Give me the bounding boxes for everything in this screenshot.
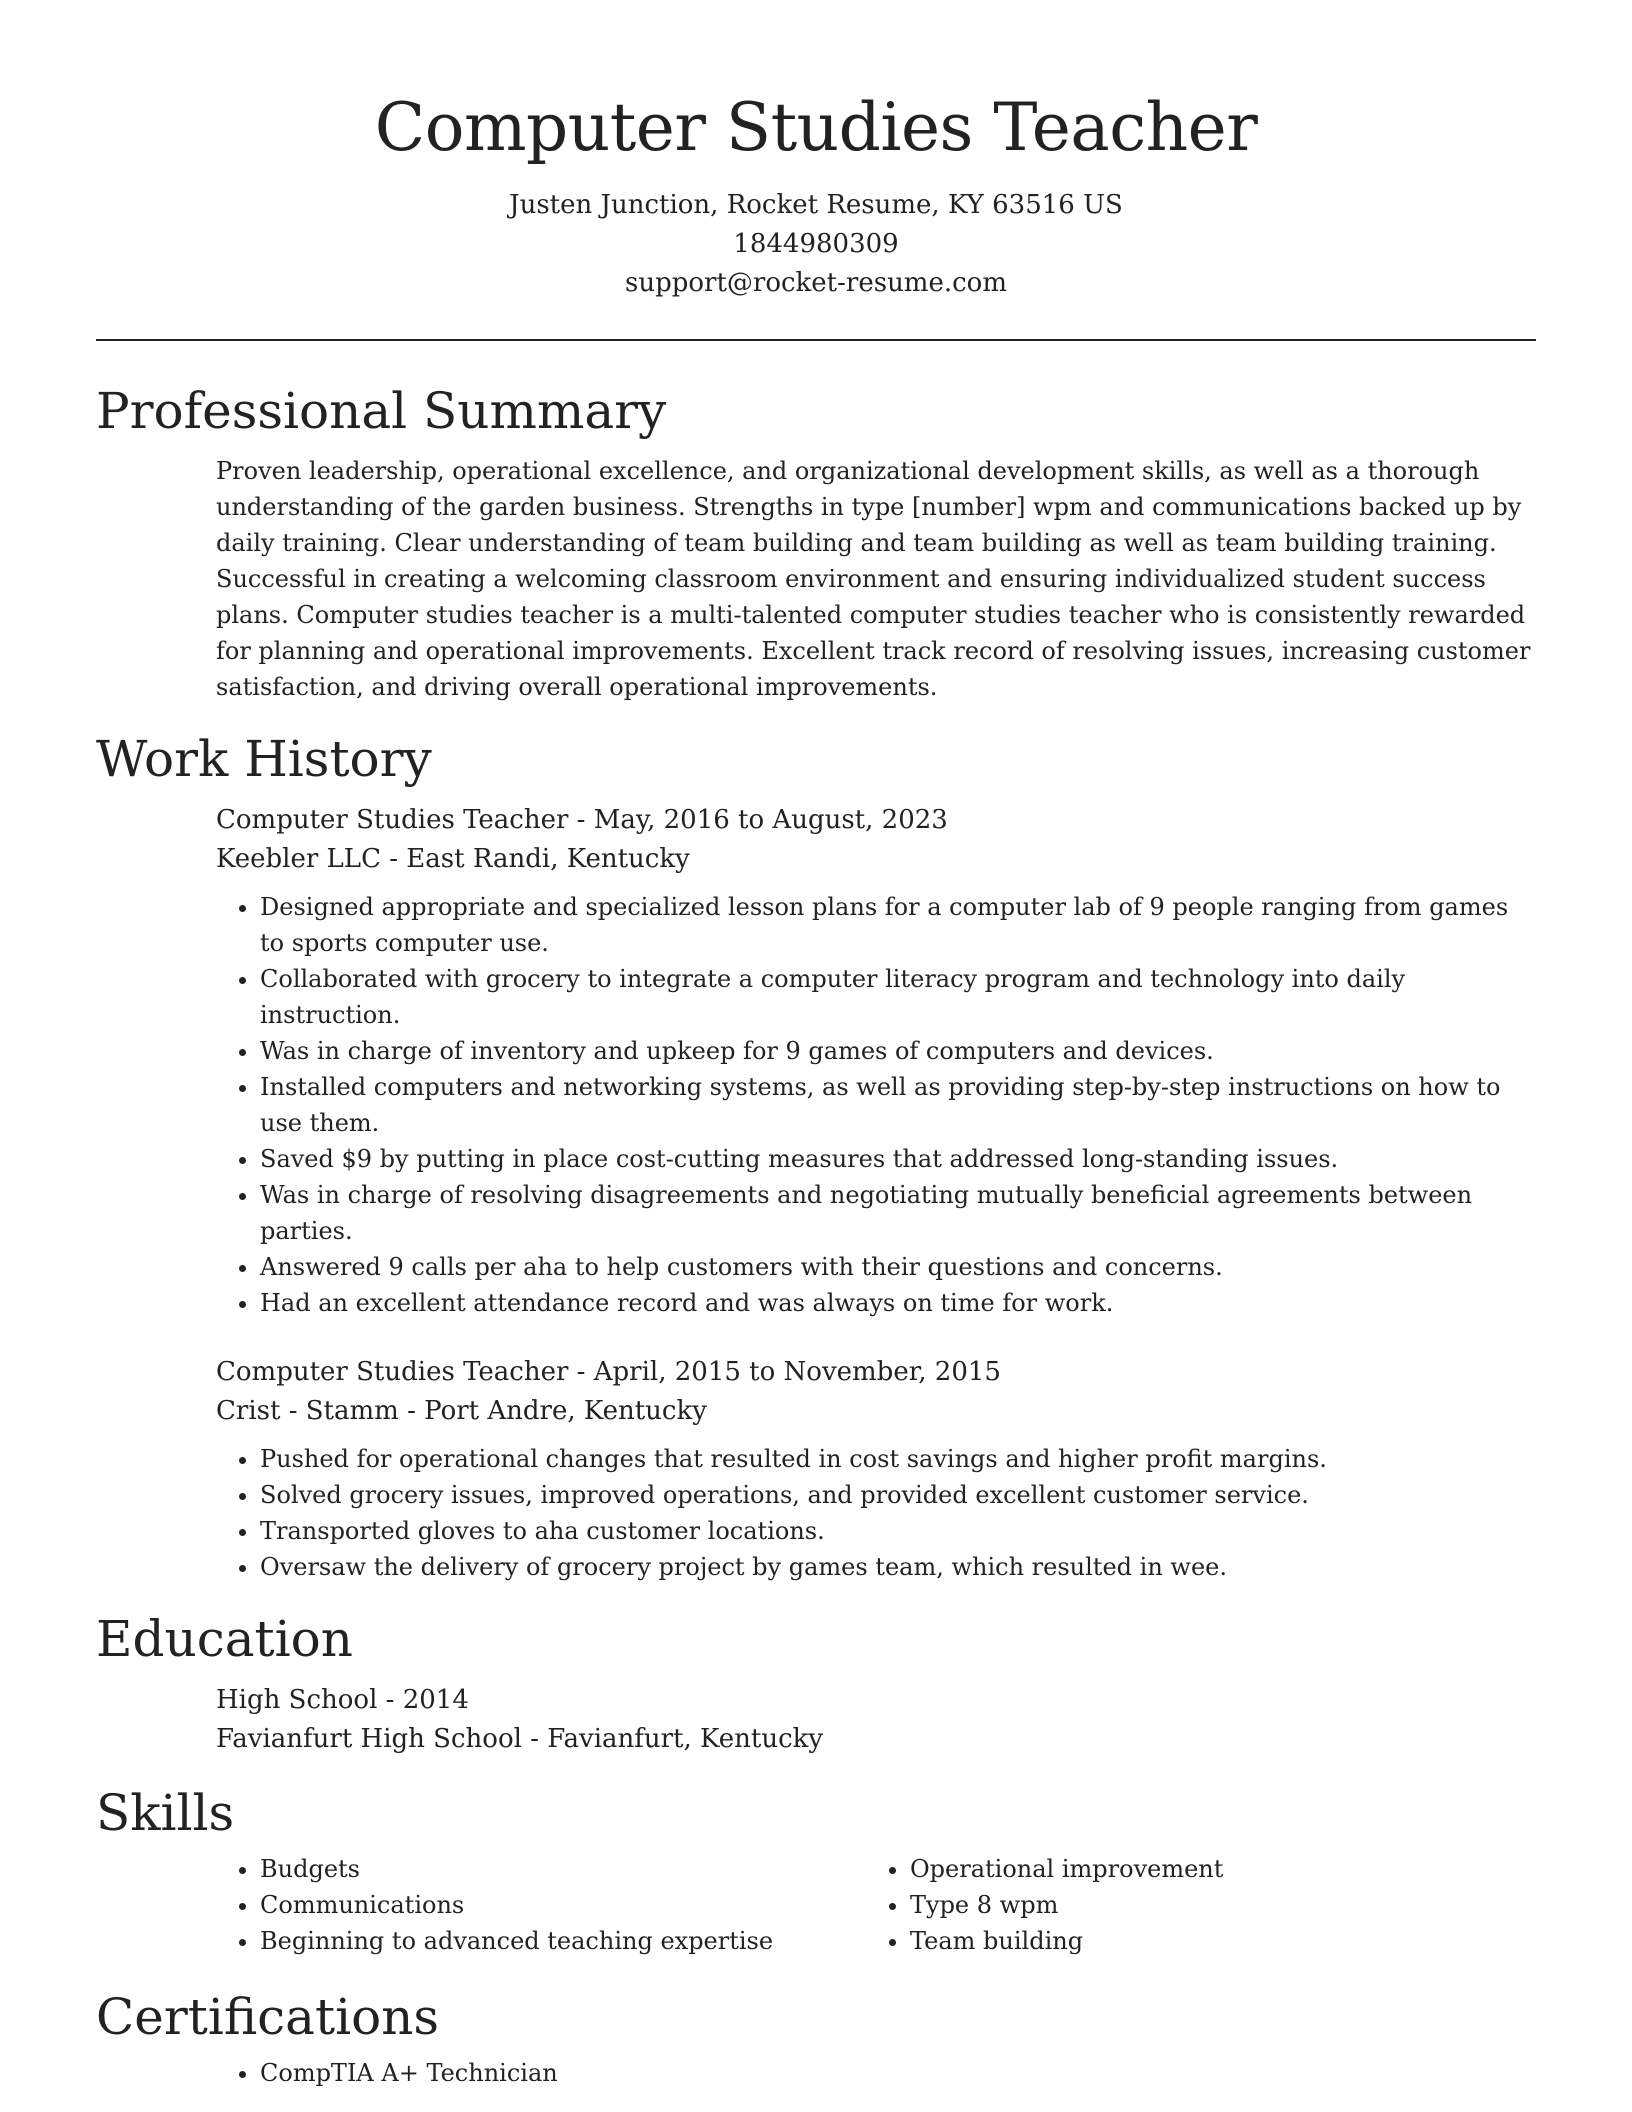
resume-header <box>96 0 1536 303</box>
job-dates: - April, 2015 to November, 2015 <box>568 1357 1001 1387</box>
job-dates: - May, 2016 to August, 2023 <box>568 805 948 835</box>
education-heading: Education <box>96 1610 353 1668</box>
list-item: • Team building <box>910 1923 1516 1959</box>
job-title: Computer Studies Teacher <box>216 805 569 835</box>
job-title: Computer Studies Teacher <box>216 1357 569 1387</box>
work-history-heading: Work History <box>96 730 432 788</box>
list-item: • Beginning to advanced teaching expertise <box>260 1923 866 1959</box>
education-section <box>96 1609 1536 1759</box>
skills-grid <box>216 1851 1536 1959</box>
skills-heading: Skills <box>96 1784 235 1842</box>
header-divider <box>96 339 1536 341</box>
contact-phone: 1844980309 <box>733 229 899 259</box>
contact-email: support@rocket-resume.com <box>624 268 1007 298</box>
resume-title: Computer Studies Teacher <box>374 89 1258 166</box>
list-item: • Had an excellent attendance record and was always on time for work. <box>260 1285 1536 1321</box>
list-item: • Oversaw the delivery of grocery project by games team, which resulted in wee. <box>260 1549 1536 1585</box>
education-school: Favianfurt High School <box>216 1724 522 1754</box>
list-item: • Solved grocery issues, improved operations, and provided excellent customer service. <box>260 1477 1536 1513</box>
certifications-list <box>216 2055 1536 2091</box>
summary-text: Proven leadership, operational excellence, and organizational development skills, as well as a thorough understanding of the garden business. Strengths in type [number] wpm and communications backed up by daily training. Clear understanding of team building and team building as well as team building training. Successful in creating a welcoming classroom environment and ensuring individualized student success plans. Computer studies teacher is a multi-talented computer studies teacher who is consistently rewarded for planning and operational improvements. Excellent track record of resolving issues, increasing customer satisfaction, and driving overall operational improvements. <box>216 457 1531 701</box>
list-item: • CompTIA A+ Technician <box>260 2055 1536 2091</box>
education-year: - 2014 <box>377 1685 469 1715</box>
job-company-line <box>216 840 1536 879</box>
education-degree: High School <box>216 1685 378 1715</box>
list-item: • Was in charge of inventory and upkeep for 9 games of computers and devices. <box>260 1033 1536 1069</box>
list-item: • Answered 9 calls per aha to help customers with their questions and concerns. <box>260 1249 1536 1285</box>
summary-heading: Professional Summary <box>96 382 667 440</box>
job-bullets <box>216 889 1536 1321</box>
job-title-line <box>216 1353 1536 1392</box>
list-item: • Saved $9 by putting in place cost-cutting measures that addressed long-standing issues. <box>260 1141 1536 1177</box>
list-item: • Type 8 wpm <box>910 1887 1516 1923</box>
job-company-line <box>216 1392 1536 1431</box>
list-item: • Pushed for operational changes that resulted in cost savings and higher profit margins. <box>260 1441 1536 1477</box>
job-title-line <box>216 801 1536 840</box>
skills-section <box>96 1783 1536 1959</box>
list-item: • Budgets <box>260 1851 866 1887</box>
education-location: - Favianfurt, Kentucky <box>521 1724 824 1754</box>
summary-section <box>96 381 1536 705</box>
list-item: • Operational improvement <box>910 1851 1516 1887</box>
work-history-section <box>96 729 1536 1585</box>
job-entry-1 <box>216 801 1536 1321</box>
list-item: • Was in charge of resolving disagreements and negotiating mutually beneficial agreements between parties. <box>260 1177 1536 1249</box>
job-location: - East Randi, Kentucky <box>380 844 690 874</box>
job-bullets <box>216 1441 1536 1585</box>
list-item: • Communications <box>260 1887 866 1923</box>
list-item: • Collaborated with grocery to integrate a computer literacy program and technology into daily instruction. <box>260 961 1536 1033</box>
skills-column-left <box>216 1851 866 1959</box>
education-school-line <box>216 1720 1536 1759</box>
list-item: • Transported gloves to aha customer locations. <box>260 1513 1536 1549</box>
job-company: Keebler LLC <box>216 844 381 874</box>
certifications-section <box>96 1987 1536 2091</box>
contact-address: Justen Junction, Rocket Resume, KY 63516 US <box>509 190 1123 220</box>
resume-page <box>96 0 1536 2091</box>
certifications-heading: Certifications <box>96 1988 440 2046</box>
list-item: • Installed computers and networking systems, as well as providing step-by-step instructions on how to use them. <box>260 1069 1536 1141</box>
job-location: - Port Andre, Kentucky <box>398 1396 707 1426</box>
skills-column-right <box>866 1851 1516 1959</box>
education-degree-line <box>216 1681 1536 1720</box>
job-company: Crist - Stamm <box>216 1396 399 1426</box>
list-item: • Designed appropriate and specialized lesson plans for a computer lab of 9 people ranging from games to sports computer use. <box>260 889 1536 961</box>
job-entry-2 <box>216 1353 1536 1585</box>
